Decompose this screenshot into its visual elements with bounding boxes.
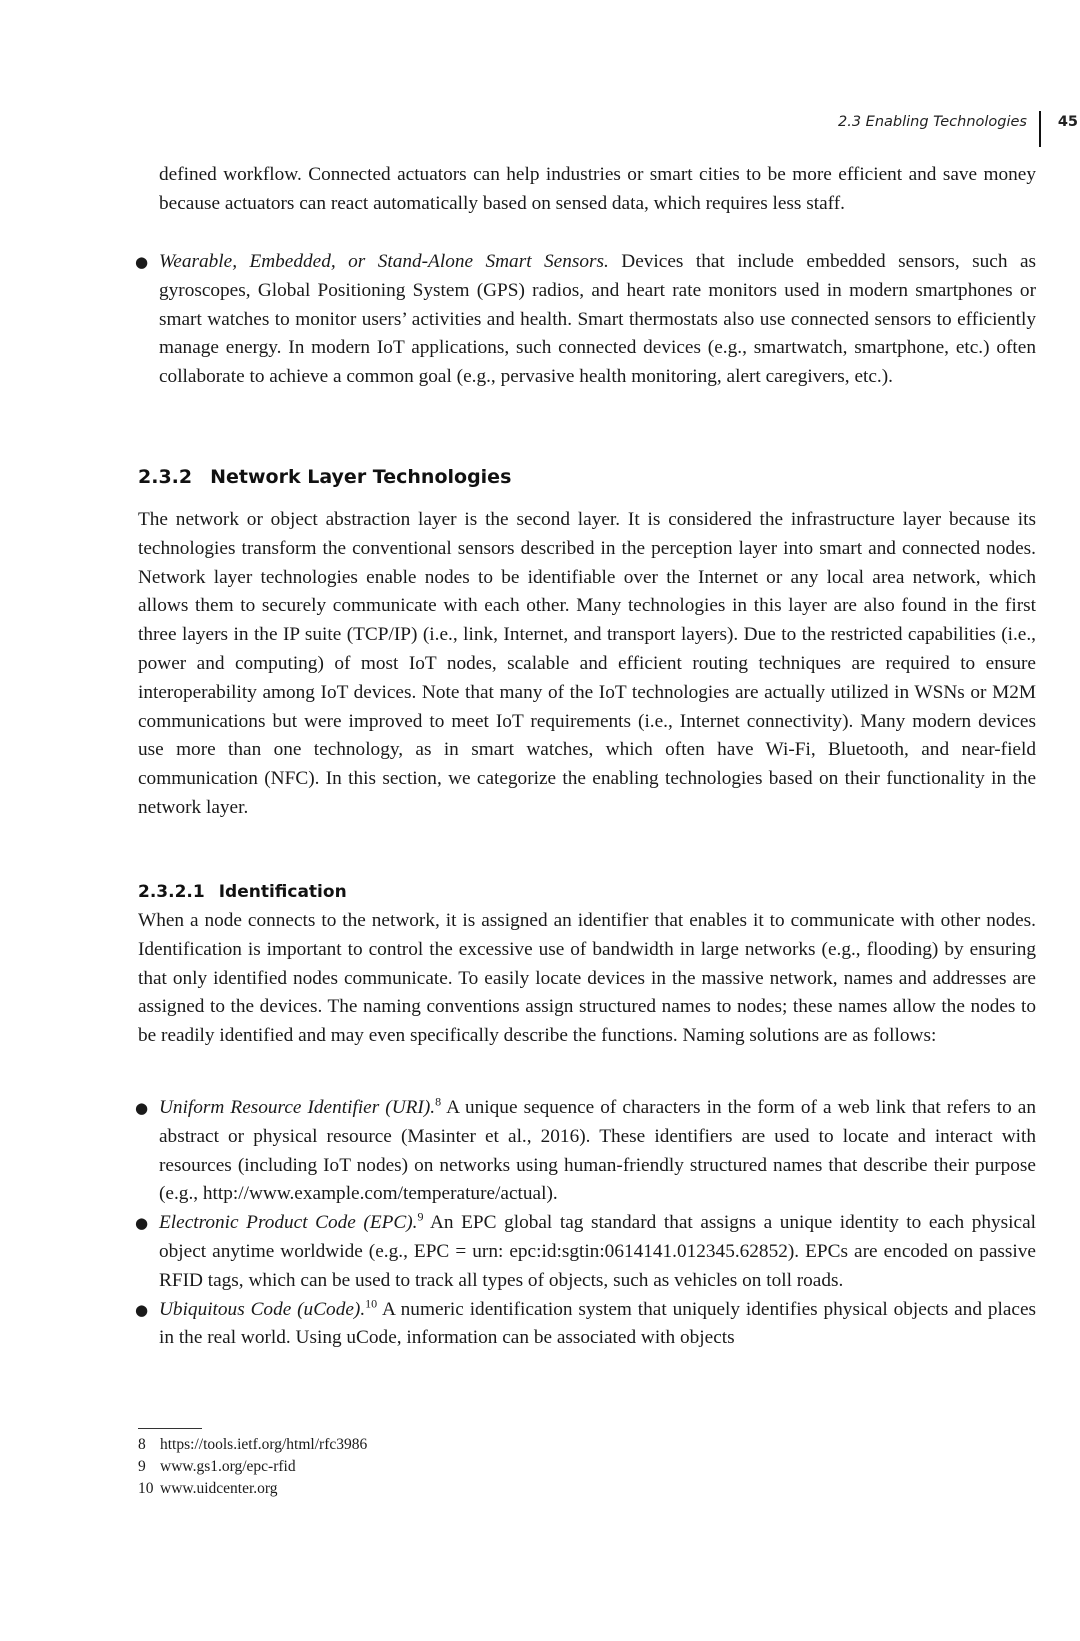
footnote-divider (138, 1428, 202, 1429)
bullet-term: Uniform Resource Identifier (URI). (159, 1097, 436, 1118)
page-header (680, 111, 1080, 147)
running-head: 2.3 Enabling Technologies (838, 114, 1027, 130)
bullet-term: Electronic Product Code (EPC). (159, 1212, 418, 1234)
list-item (135, 248, 1037, 392)
footnote (138, 1456, 367, 1478)
bullet-text: A unique sequence of characters in the form of a web link that refers to an abstract or physical resource (Masinter et al., 2016). These identifiers are used to locate and interact with resources (including IoT nodes) on networks using human-friendly structured names that describe their purpose (e.g., http://www.example.com/temperature/actual). (159, 1097, 1037, 1205)
footnote-ref: 8 (435, 1094, 442, 1109)
section-title: Network Layer Technologies (210, 466, 512, 488)
bullet-icon: ● (135, 1300, 149, 1319)
section-heading (138, 466, 511, 488)
list-item (135, 1296, 1037, 1354)
naming-bullet-list (135, 1094, 1037, 1353)
footnote (138, 1434, 367, 1456)
footnote-link: www.gs1.org/epc-rfid (160, 1458, 296, 1475)
subsection-heading (138, 882, 347, 902)
bullet-icon: ● (135, 1099, 149, 1117)
page-number: 45 (1057, 114, 1078, 130)
subsection-title: Identification (218, 882, 347, 902)
footnote-link: www.uidcenter.org (160, 1480, 278, 1497)
list-item (135, 1209, 1036, 1295)
sensor-bullet-list (135, 248, 1037, 392)
subsection-number: 2.3.2.1 (138, 882, 205, 902)
identification-paragraph: When a node connects to the network, it is assigned an identifier that enables it to communicate with other nodes. Identification is important to control the excessive use of bandwidth in large networks (e.g., flooding) by ensuring that only identified nodes communicate. To easily locate devices in the massive network, names and addresses are assigned to the devices. The naming conventions assign structured names to nodes; these names allow the nodes to be readily identified and may even specifically describe the functions. Naming solutions are as follows: (138, 910, 1036, 1047)
footnote (138, 1478, 367, 1500)
section-number: 2.3.2 (138, 466, 193, 488)
footnote-ref: 10 (365, 1296, 378, 1311)
bullet-text: A numeric identification system that uniquely identifies physical objects and places in the real world. Using uCode, information can be associated with objects (159, 1298, 1037, 1349)
bullet-term: Wearable, Embedded, or Stand-Alone Smart Sensors. (159, 251, 609, 272)
footnotes (138, 1434, 367, 1500)
bullet-icon: ● (135, 1214, 149, 1233)
bullet-term: Ubiquitous Code (uCode). (159, 1298, 366, 1320)
network-layer-paragraph: The network or object abstraction layer is the second layer. It is considered the infrastructure layer because its technologies transform the conventional sensors described in the perception layer into smart and connected nodes. Network layer technologies enable nodes to be identifiable over the Internet or any local area network, which allows them to securely communicate with each other. Many technologies in this layer are also found in the first three layers in the IP suite (TCP/IP) (i.e., link, Internet, and transport layers). Due to the restricted capabilities (i.e., power and computing) of most IoT nodes, scalable and efficient routing techniques are required to ensure interoperability among IoT devices. Note that many of the IoT technologies are actually utilized in WSNs or M2M communications but were improved to meet IoT requirements (i.e., Internet connectivity). Many modern devices use more than one technology, as in smart watches, which often have Wi-Fi, Bluetooth, and near-field communication (NFC). In this section, we categorize the enabling technologies based on their functionality in the network layer. (138, 509, 1036, 818)
header-divider (1039, 111, 1041, 147)
footnote-link: https://tools.ietf.org/html/rfc3986 (160, 1436, 368, 1453)
bullet-text: Devices that include embedded sensors, such as gyroscopes, Global Positioning System (GPS) radios, and heart rate monitors used in modern smartphones or smart watches to monitor users’ activities and health. Smart thermostats also use connected sensors to efficiently manage energy. In modern IoT applications, such connected devices (e.g., smartwatch, smartphone, etc.) often collaborate to achieve a common goal (e.g., pervasive health monitoring, alert caregivers, etc.). (159, 251, 1037, 388)
footnote-ref: 9 (417, 1209, 424, 1224)
bullet-icon: ● (135, 253, 149, 271)
footnote-number: 10 (138, 1480, 154, 1497)
footnote-number: 8 (138, 1436, 146, 1453)
continued-paragraph: defined workflow. Connected actuators can help industries or smart cities to be more efficient and save money because actuators can react automatically based on sensed data, which requires less staff. (159, 164, 1036, 214)
footnote-number: 9 (138, 1458, 146, 1475)
bullet-text: An EPC global tag standard that assigns a unique identity to each physical object anytime worldwide (e.g., EPC = urn: epc:id:sgtin:0614141.012345.62852). EPCs are encoded on passive RFID tags, which can be used to track all types of objects, such as vehicles on toll roads. (159, 1212, 1036, 1291)
list-item (135, 1094, 1037, 1209)
